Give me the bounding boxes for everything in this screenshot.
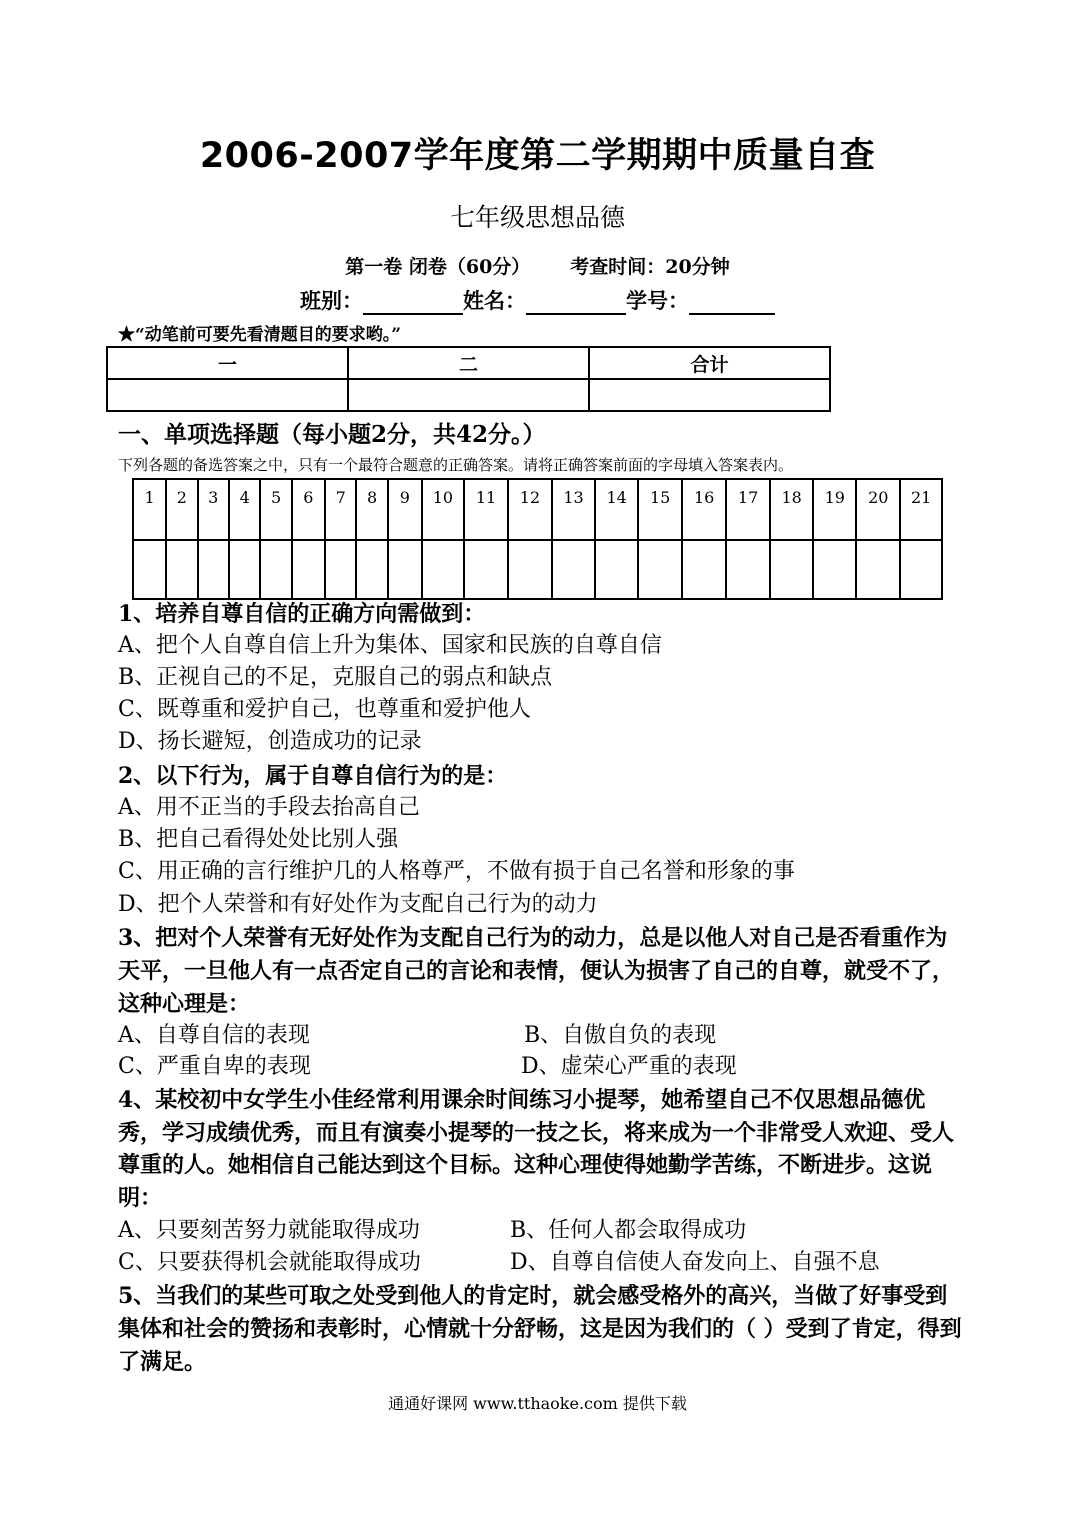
answer-number-cell: 3 — [198, 479, 229, 540]
question-option: B、任何人都会取得成功 — [510, 1218, 747, 1243]
page-subtitle: 七年级思想品德 — [449, 203, 625, 232]
answer-number-cell: 15 — [638, 479, 682, 540]
answer-number-cell: 17 — [726, 479, 770, 540]
question-option: A、只要刻苦努力就能取得成功 — [118, 1218, 420, 1243]
class-label: 班别： — [300, 288, 363, 313]
answer-number-row — [133, 479, 942, 540]
answer-blank-cell[interactable] — [325, 540, 356, 599]
answer-number-cell: 7 — [325, 479, 356, 540]
question-option: D、把个人荣誉和有好处作为支配自己行为的动力 — [118, 892, 598, 917]
answer-blank-cell[interactable] — [900, 540, 942, 599]
question-stem: 1、培养自尊自信的正确方向需做到： — [118, 601, 486, 627]
answer-number-cell: 4 — [229, 479, 260, 540]
answer-number-cell: 8 — [356, 479, 387, 540]
answer-blank-cell[interactable] — [726, 540, 770, 599]
answer-number-cell: 5 — [260, 479, 291, 540]
answer-blank-cell[interactable] — [198, 540, 229, 599]
answer-blank-cell[interactable] — [422, 540, 464, 599]
answer-number-cell: 16 — [682, 479, 726, 540]
question-option: D、扬长避短，创造成功的记录 — [118, 729, 422, 754]
question-option: C、用正确的言行维护几的人格尊严，不做有损于自己名誉和形象的事 — [118, 859, 795, 884]
score-cell-2[interactable] — [348, 379, 589, 411]
instruction-note: ★“动笔前可要先看清题目的要求哟。” — [118, 325, 402, 345]
answer-blank-cell[interactable] — [595, 540, 638, 599]
score-header-1: 一 — [107, 347, 348, 379]
exam-part: 第一卷 闭卷（60分） — [345, 256, 531, 278]
answer-blank-cell[interactable] — [133, 540, 166, 599]
question-option: B、自傲自负的表现 — [524, 1023, 717, 1048]
id-label: 学号： — [626, 288, 689, 313]
answer-blank-cell[interactable] — [813, 540, 856, 599]
question-option: C、既尊重和爱护自己，也尊重和爱护他人 — [118, 697, 531, 722]
answer-number-cell: 9 — [388, 479, 422, 540]
name-label: 姓名： — [463, 288, 526, 313]
question-stem: 5、当我们的某些可取之处受到他人的肯定时，就会感受格外的高兴，当做了好事受到集体和社会的赞扬和表彰时，心情就十分舒畅，这是因为我们的（ ）受到了肯定，得到了满足。 — [118, 1283, 962, 1375]
answer-number-cell: 6 — [292, 479, 325, 540]
answer-number-cell: 14 — [595, 479, 638, 540]
question-option: A、把个人自尊自信上升为集体、国家和民族的自尊自信 — [118, 633, 662, 658]
score-cell-total[interactable] — [589, 379, 830, 411]
question-option: B、把自己看得处处比别人强 — [118, 827, 399, 852]
answer-number-cell: 1 — [133, 479, 166, 540]
page-title: 2006-2007学年度第二学期期中质量自查 — [199, 136, 876, 176]
answer-number-cell: 12 — [508, 479, 552, 540]
answer-number-cell: 21 — [900, 479, 942, 540]
answer-number-cell: 2 — [166, 479, 197, 540]
score-cell-1[interactable] — [107, 379, 348, 411]
answer-blank-cell[interactable] — [464, 540, 508, 599]
page-footer: 通通好课网 www.tthaoke.com 提供下载 — [388, 1394, 687, 1413]
answer-blank-row — [133, 540, 942, 599]
answer-blank-cell[interactable] — [356, 540, 387, 599]
answer-blank-cell[interactable] — [388, 540, 422, 599]
answer-blank-cell[interactable] — [292, 540, 325, 599]
section-instruction: 下列各题的备选答案之中，只有一个最符合题意的正确答案。请将正确答案前面的字母填入答案表内。 — [118, 456, 794, 474]
section-heading: 一、单项选择题（每小题2分，共42分。） — [118, 421, 546, 448]
id-blank[interactable] — [689, 291, 775, 315]
score-header-2: 二 — [348, 347, 589, 379]
question-option: A、用不正当的手段去抬高自己 — [118, 795, 420, 820]
question-option: D、自尊自信使人奋发向上、自强不息 — [510, 1250, 880, 1275]
answer-blank-cell[interactable] — [229, 540, 260, 599]
score-table — [106, 346, 831, 412]
answer-blank-cell[interactable] — [508, 540, 552, 599]
question-option: B、正视自己的不足，克服自己的弱点和缺点 — [118, 665, 553, 690]
name-blank[interactable] — [526, 291, 626, 315]
exam-info — [0, 252, 1075, 279]
student-info — [0, 285, 1075, 315]
exam-time: 考查时间：20分钟 — [570, 256, 730, 278]
question-option: D、虚荣心严重的表现 — [521, 1054, 737, 1079]
answer-table — [132, 478, 943, 600]
answer-number-cell: 18 — [770, 479, 813, 540]
answer-number-cell: 13 — [552, 479, 595, 540]
answer-number-cell: 11 — [464, 479, 508, 540]
question-stem: 3、把对个人荣誉有无好处作为支配自己行为的动力，总是以他人对自己是否看重作为天平，一旦他人有一点否定自己的言论和表情，便认为损害了自己的自尊，就受不了，这种心理是： — [118, 925, 955, 1017]
answer-blank-cell[interactable] — [856, 540, 900, 599]
answer-number-cell: 20 — [856, 479, 900, 540]
answer-blank-cell[interactable] — [166, 540, 197, 599]
question-option: C、只要获得机会就能取得成功 — [118, 1250, 421, 1275]
answer-blank-cell[interactable] — [638, 540, 682, 599]
answer-number-cell: 19 — [813, 479, 856, 540]
answer-blank-cell[interactable] — [552, 540, 595, 599]
class-blank[interactable] — [363, 291, 463, 315]
answer-blank-cell[interactable] — [770, 540, 813, 599]
question-option: C、严重自卑的表现 — [118, 1054, 311, 1079]
question-stem: 2、以下行为，属于自尊自信行为的是： — [118, 763, 508, 789]
question-stem: 4、某校初中女学生小佳经常利用课余时间练习小提琴，她希望自己不仅思想品德优秀，学习成绩优秀，而且有演奏小提琴的一技之长，将来成为一个非常受人欢迎、受人尊重的人。她相信自己能达到这个目标。这种心理使得她勤学苦练，不断进步。这说明： — [118, 1087, 955, 1211]
score-header-total: 合计 — [589, 347, 830, 379]
question-option: A、自尊自信的表现 — [118, 1023, 310, 1048]
answer-blank-cell[interactable] — [260, 540, 291, 599]
answer-number-cell: 10 — [422, 479, 464, 540]
answer-blank-cell[interactable] — [682, 540, 726, 599]
